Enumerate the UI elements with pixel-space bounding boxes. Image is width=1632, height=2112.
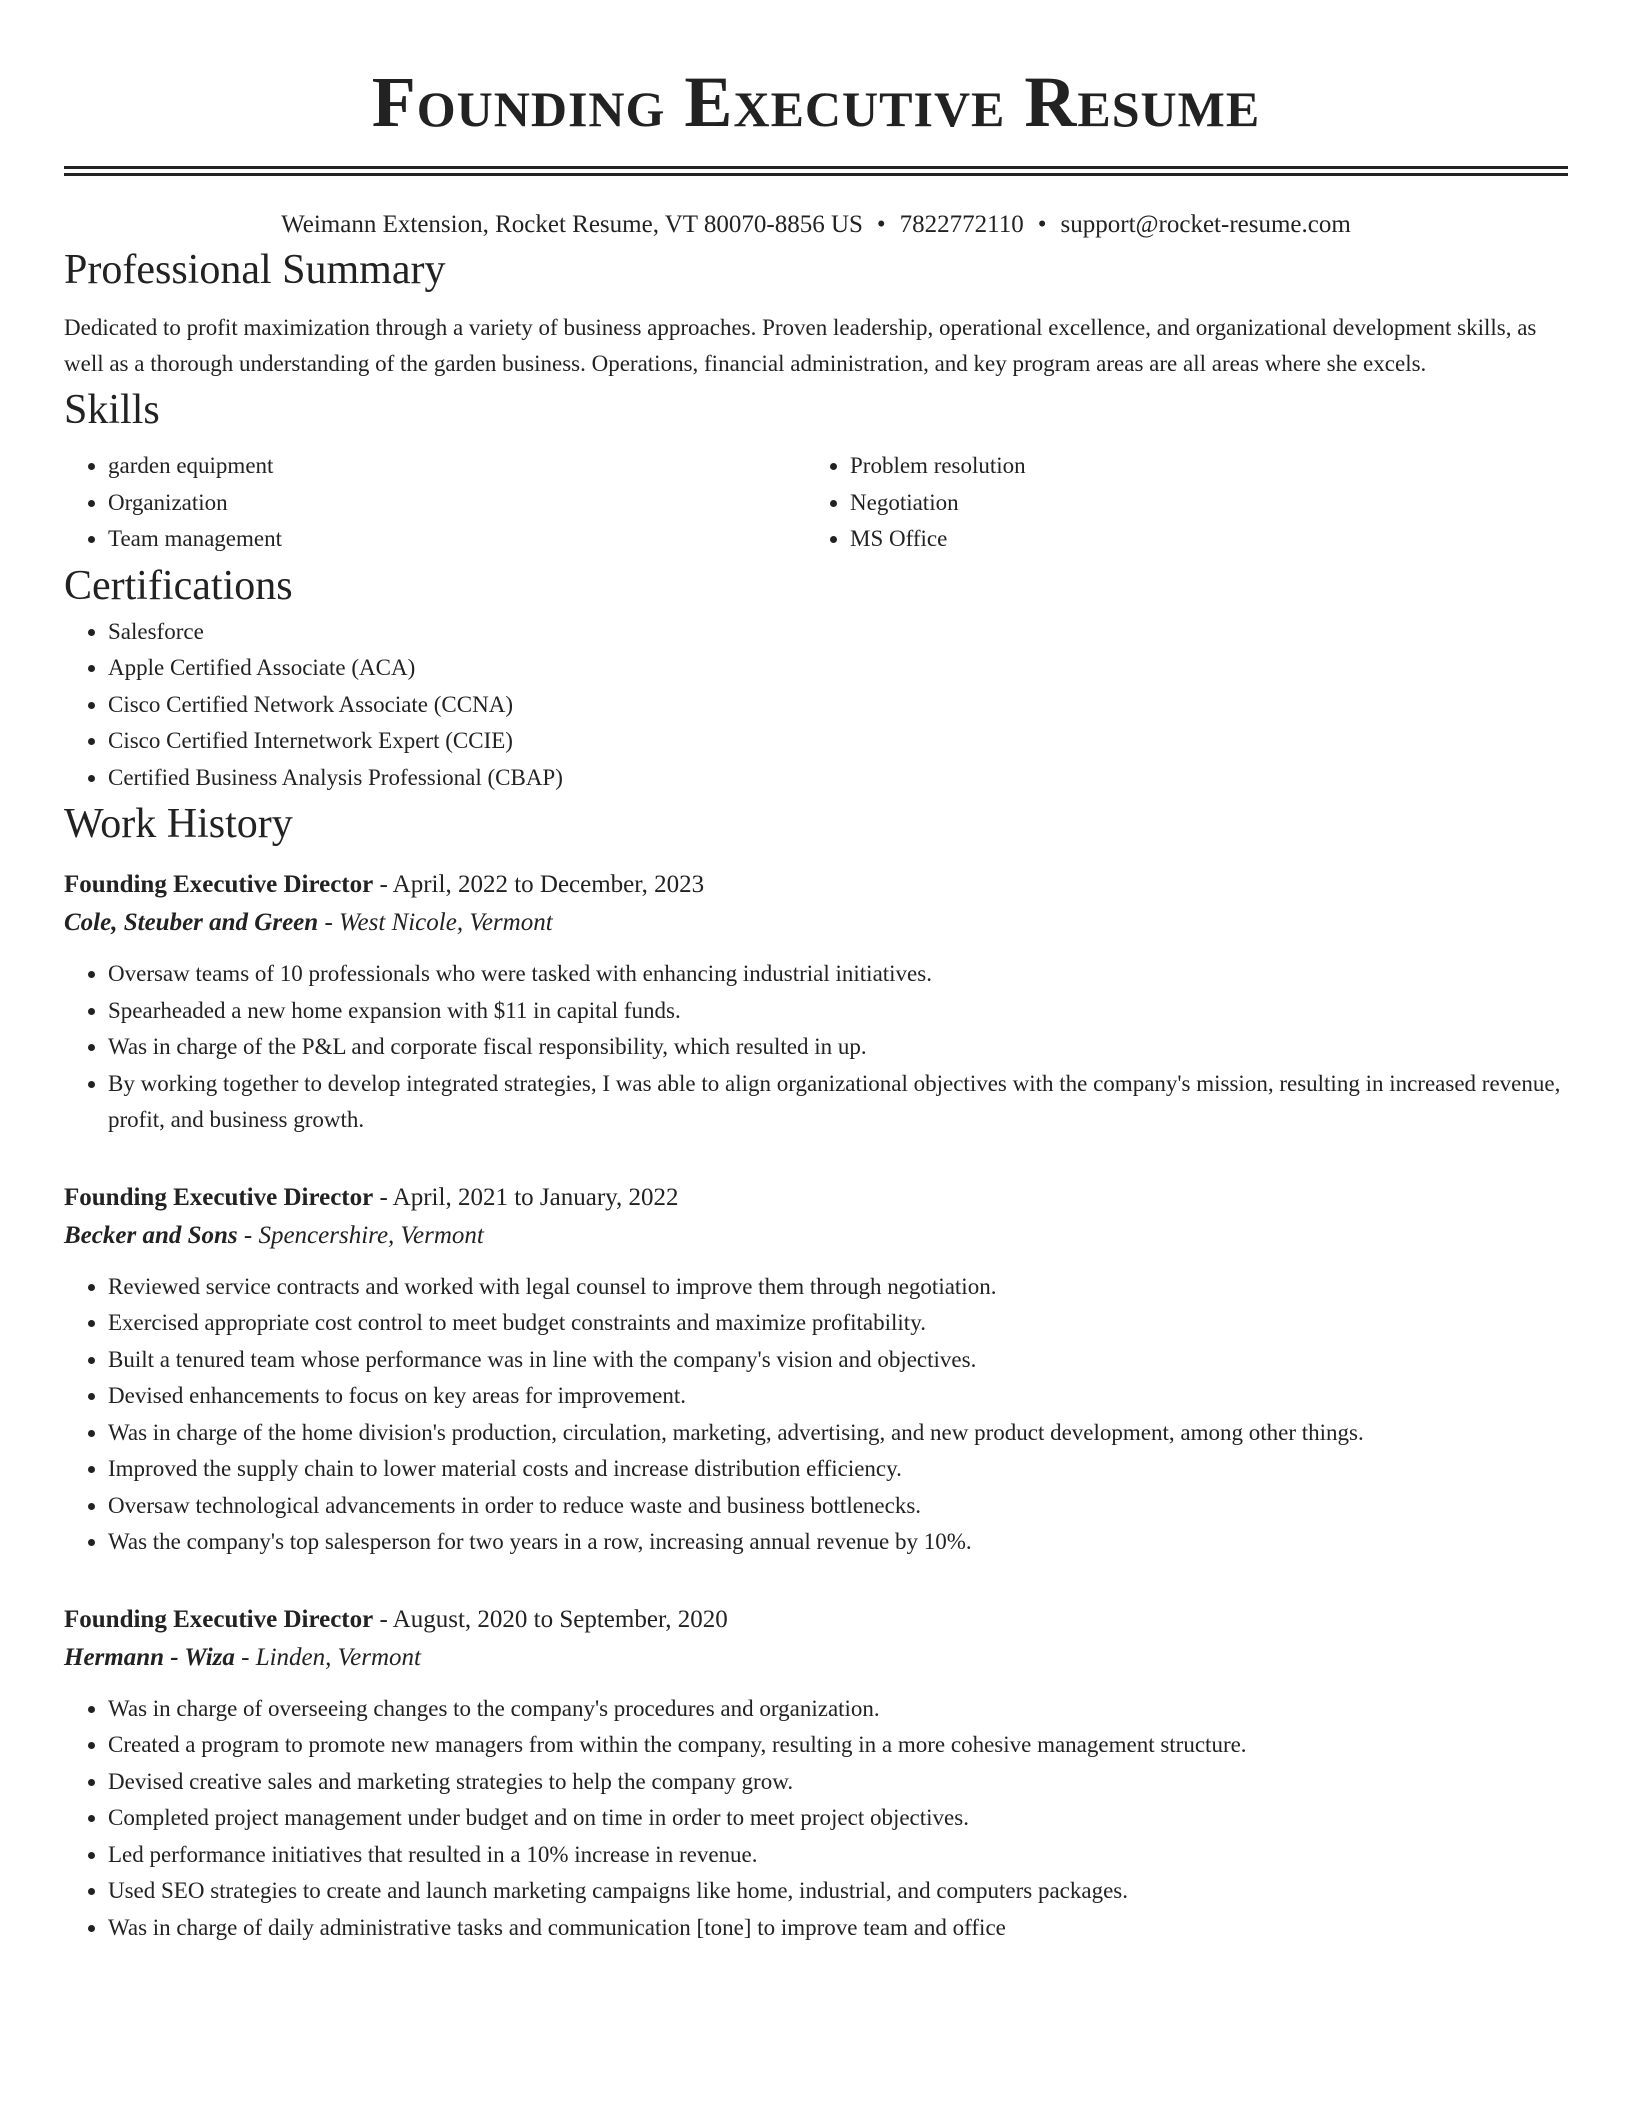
job-role: Founding Executive Director — [64, 1183, 374, 1211]
certifications-list — [64, 614, 1568, 797]
skill-item: • Organization — [108, 485, 806, 522]
job-bullet: • Completed project management under budget and on time in order to meet project objectives. — [108, 1800, 1568, 1837]
job-bullet: • Was in charge of daily administrative tasks and communication [tone] to improve team and office — [108, 1910, 1568, 1947]
job-role: Founding Executive Director — [64, 1605, 374, 1633]
job-bullet: • Created a program to promote new managers from within the company, resulting in a more cohesive management structure. — [108, 1727, 1568, 1764]
certifications-section — [64, 558, 1568, 797]
skill-item: • MS Office — [850, 521, 1568, 558]
skill-item: • Team management — [108, 521, 806, 558]
skills-list-right — [806, 448, 1568, 558]
certification-item: • Cisco Certified Network Associate (CCNA) — [108, 687, 1568, 724]
skills-section — [64, 382, 1568, 558]
job-dates: - August, 2020 to September, 2020 — [373, 1605, 728, 1633]
job-bullet: • Built a tenured team whose performance was in line with the company's vision and objectives. — [108, 1342, 1568, 1379]
job-bullet: • Devised enhancements to focus on key areas for improvement. — [108, 1378, 1568, 1415]
job-bullet: • Exercised appropriate cost control to meet budget constraints and maximize profitability. — [108, 1305, 1568, 1342]
job-bullet: • By working together to develop integrated strategies, I was able to align organizational objectives with the company's mission, resulting in increased revenue, profit, and business growth. — [108, 1066, 1568, 1139]
contact-line — [64, 208, 1568, 242]
contact-separator: • — [876, 211, 886, 238]
job-role: Founding Executive Director — [64, 871, 374, 898]
job-company: Cole, Steuber and Green — [64, 909, 319, 936]
job-title-line — [64, 866, 1568, 904]
skill-item: • Problem resolution — [850, 448, 1568, 485]
job-bullet: • Used SEO strategies to create and launch marketing campaigns like home, industrial, and computers packages. — [108, 1873, 1568, 1910]
skills-columns — [64, 448, 1568, 558]
job-location: - Spencershire, Vermont — [237, 1221, 484, 1249]
summary-text: Dedicated to profit maximization through a variety of business approaches. Proven leadership, operational excellence, and organizational development skills, as well as a thorough understanding of the garden business. Operations, financial administration, and key program areas are all areas where she excels. — [64, 315, 1537, 376]
certification-item: • Salesforce — [108, 614, 1568, 651]
skills-list-left — [64, 448, 806, 558]
summary-section — [64, 242, 1568, 382]
certifications-heading: Certifications — [64, 562, 293, 609]
job-company: Hermann - Wiza — [64, 1643, 235, 1671]
job-location: - West Nicole, Vermont — [318, 909, 553, 936]
job-entry — [64, 866, 1568, 1139]
title-double-rule — [64, 166, 1568, 176]
job-title-line — [64, 1179, 1568, 1217]
resume-title: Founding Executive Resume — [371, 62, 1261, 142]
skill-item: • Negotiation — [850, 485, 1568, 522]
job-bullet: • Was in charge of the P&L and corporate fiscal responsibility, which resulted in up. — [108, 1029, 1568, 1066]
job-bullet: • Was the company's top salesperson for two years in a row, increasing annual revenue by 10%. — [108, 1524, 1568, 1561]
certification-item: • Apple Certified Associate (ACA) — [108, 650, 1568, 687]
job-company-line — [64, 1217, 1568, 1255]
job-location: - Linden, Vermont — [234, 1643, 421, 1671]
skills-heading: Skills — [64, 387, 160, 433]
job-dates: - April, 2021 to January, 2022 — [373, 1183, 679, 1211]
job-bullet-list — [64, 956, 1568, 1139]
skill-item: • garden equipment — [108, 448, 806, 485]
contact-phone[interactable]: 7822772110 — [899, 211, 1024, 238]
contact-address: Weimann Extension, Rocket Resume, VT 80070-8856 US — [281, 211, 863, 238]
job-bullet: • Spearheaded a new home expansion with $11 in capital funds. — [108, 993, 1568, 1030]
summary-heading: Professional Summary — [64, 247, 446, 293]
job-bullet: • Oversaw technological advancements in order to reduce waste and business bottlenecks. — [108, 1488, 1568, 1525]
job-bullet: • Led performance initiatives that resulted in a 10% increase in revenue. — [108, 1837, 1568, 1874]
job-company: Becker and Sons — [64, 1221, 238, 1249]
job-bullet: • Was in charge of overseeing changes to the company's procedures and organization. — [108, 1691, 1568, 1728]
job-bullet: • Devised creative sales and marketing strategies to help the company grow. — [108, 1764, 1568, 1801]
work-history-section — [64, 796, 1568, 1946]
job-bullet: • Oversaw teams of 10 professionals who were tasked with enhancing industrial initiatives. — [108, 956, 1568, 993]
job-dates: - April, 2022 to December, 2023 — [373, 871, 705, 898]
work-history-heading: Work History — [64, 801, 293, 847]
job-bullet: • Improved the supply chain to lower material costs and increase distribution efficiency. — [108, 1451, 1568, 1488]
certification-item: • Cisco Certified Internetwork Expert (CCIE) — [108, 723, 1568, 760]
job-company-line — [64, 1639, 1568, 1677]
contact-email[interactable]: support@rocket-resume.com — [1060, 211, 1351, 238]
job-title-line — [64, 1601, 1568, 1639]
contact-separator: • — [1037, 211, 1047, 238]
job-bullet: • Reviewed service contracts and worked with legal counsel to improve them through negotiation. — [108, 1269, 1568, 1306]
certification-item: • Certified Business Analysis Professional (CBAP) — [108, 760, 1568, 797]
job-company-line — [64, 904, 1568, 942]
job-bullet-list — [64, 1269, 1568, 1561]
job-entry — [64, 1179, 1568, 1561]
job-bullet-list — [64, 1691, 1568, 1947]
job-entry — [64, 1601, 1568, 1947]
job-bullet: • Was in charge of the home division's production, circulation, marketing, advertising, and new product development, among other things. — [108, 1415, 1568, 1452]
